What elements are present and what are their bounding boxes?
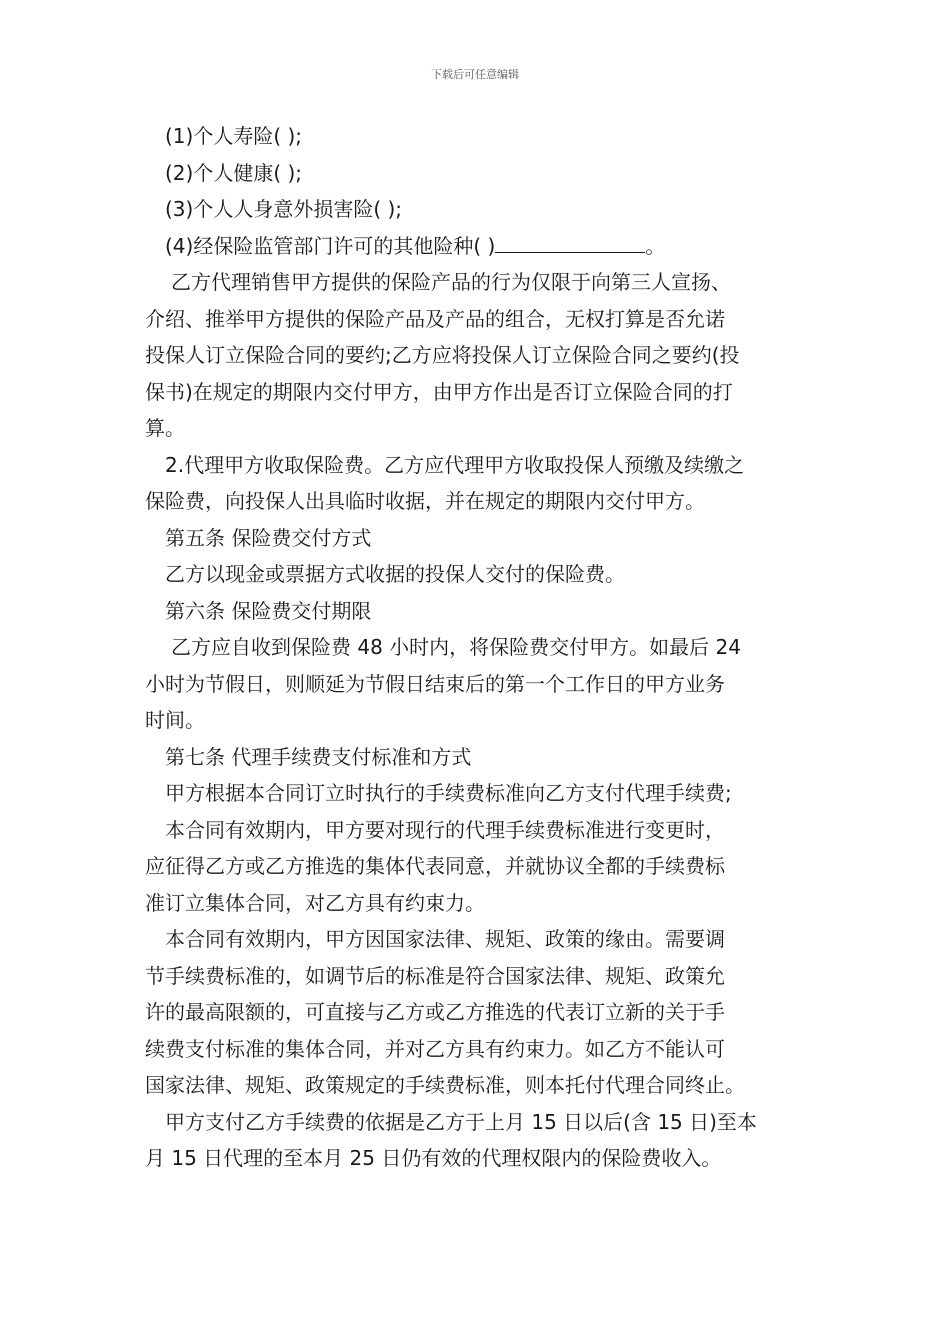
paragraph-line: 时间。 xyxy=(145,708,205,732)
article-heading: 第六条 保险费交付期限 xyxy=(165,598,372,623)
paragraph-line: 月 15 日代理的至本月 25 日仍有效的代理权限内的保险费收入。 xyxy=(145,1146,722,1170)
list-item: (1)个人寿险( ); xyxy=(165,124,303,148)
article-heading: 第五条 保险费交付方式 xyxy=(165,525,372,550)
paragraph-line: 甲方根据本合同订立时执行的手续费标准向乙方支付代理手续费; xyxy=(165,781,732,805)
list-item xyxy=(145,228,810,265)
paragraph-line: 保险费，向投保人出具临时收据，并在规定的期限内交付甲方。 xyxy=(145,489,705,513)
article-heading: 第七条 代理手续费支付标准和方式 xyxy=(165,744,472,769)
paragraph-line: 乙方代理销售甲方提供的保险产品的行为仅限于向第三人宣扬、 xyxy=(171,270,731,294)
paragraph-line: 介绍、推举甲方提供的保险产品及产品的组合，无权打算是否允诺 xyxy=(145,306,725,331)
fill-in-blank xyxy=(495,230,645,253)
list-item: (3)个人人身意外损害险( ); xyxy=(165,197,403,221)
document-body xyxy=(145,118,810,1177)
paragraph-line: 准订立集体合同，对乙方具有约束力。 xyxy=(145,890,485,915)
paragraph-line: 本合同有效期内，甲方要对现行的代理手续费标准进行变更时， xyxy=(165,817,725,842)
paragraph-line: 保书)在规定的期限内交付甲方，由甲方作出是否订立保险合同的打 xyxy=(145,379,733,404)
paragraph-line: 本合同有效期内，甲方因国家法律、规矩、政策的缘由。需要调 xyxy=(165,927,725,951)
paragraph-line: 2.代理甲方收取保险费。乙方应代理甲方收取投保人预缴及续缴之 xyxy=(165,452,745,477)
paragraph-line: 投保人订立保险合同的要约;乙方应将投保人订立保险合同之要约(投 xyxy=(145,343,740,367)
page-header: 下载后可任意编辑 xyxy=(431,68,519,81)
paragraph-line: 续费支付标准的集体合同，并对乙方具有约束力。如乙方不能认可 xyxy=(145,1036,725,1061)
paragraph-line: 甲方支付乙方手续费的依据是乙方于上月 15 日以后(含 15 日)至本 xyxy=(165,1109,757,1134)
paragraph-line: 应征得乙方或乙方推选的集体代表同意，并就协议全都的手续费标 xyxy=(145,854,725,878)
list-item: (2)个人健康( ); xyxy=(165,160,303,185)
list-item-end: 。 xyxy=(645,233,666,258)
paragraph-line: 国家法律、规矩、政策规定的手续费标准，则本托付代理合同终止。 xyxy=(145,1073,745,1097)
paragraph-line: 许的最高限额的，可直接与乙方或乙方推选的代表订立新的关于手 xyxy=(145,1000,725,1024)
paragraph-line: 乙方以现金或票据方式收据的投保人交付的保险费。 xyxy=(165,562,625,586)
list-item-text: (4)经保险监管部门许可的其他险种( ) xyxy=(165,233,496,258)
paragraph-line: 节手续费标准的，如调节后的标准是符合国家法律、规矩、政策允 xyxy=(145,963,725,988)
paragraph-line: 算。 xyxy=(145,416,185,440)
paragraph-line: 小时为节假日，则顺延为节假日结束后的第一个工作日的甲方业务 xyxy=(145,671,725,696)
paragraph-line: 乙方应自收到保险费 48 小时内，将保险费交付甲方。如最后 24 xyxy=(171,635,741,659)
